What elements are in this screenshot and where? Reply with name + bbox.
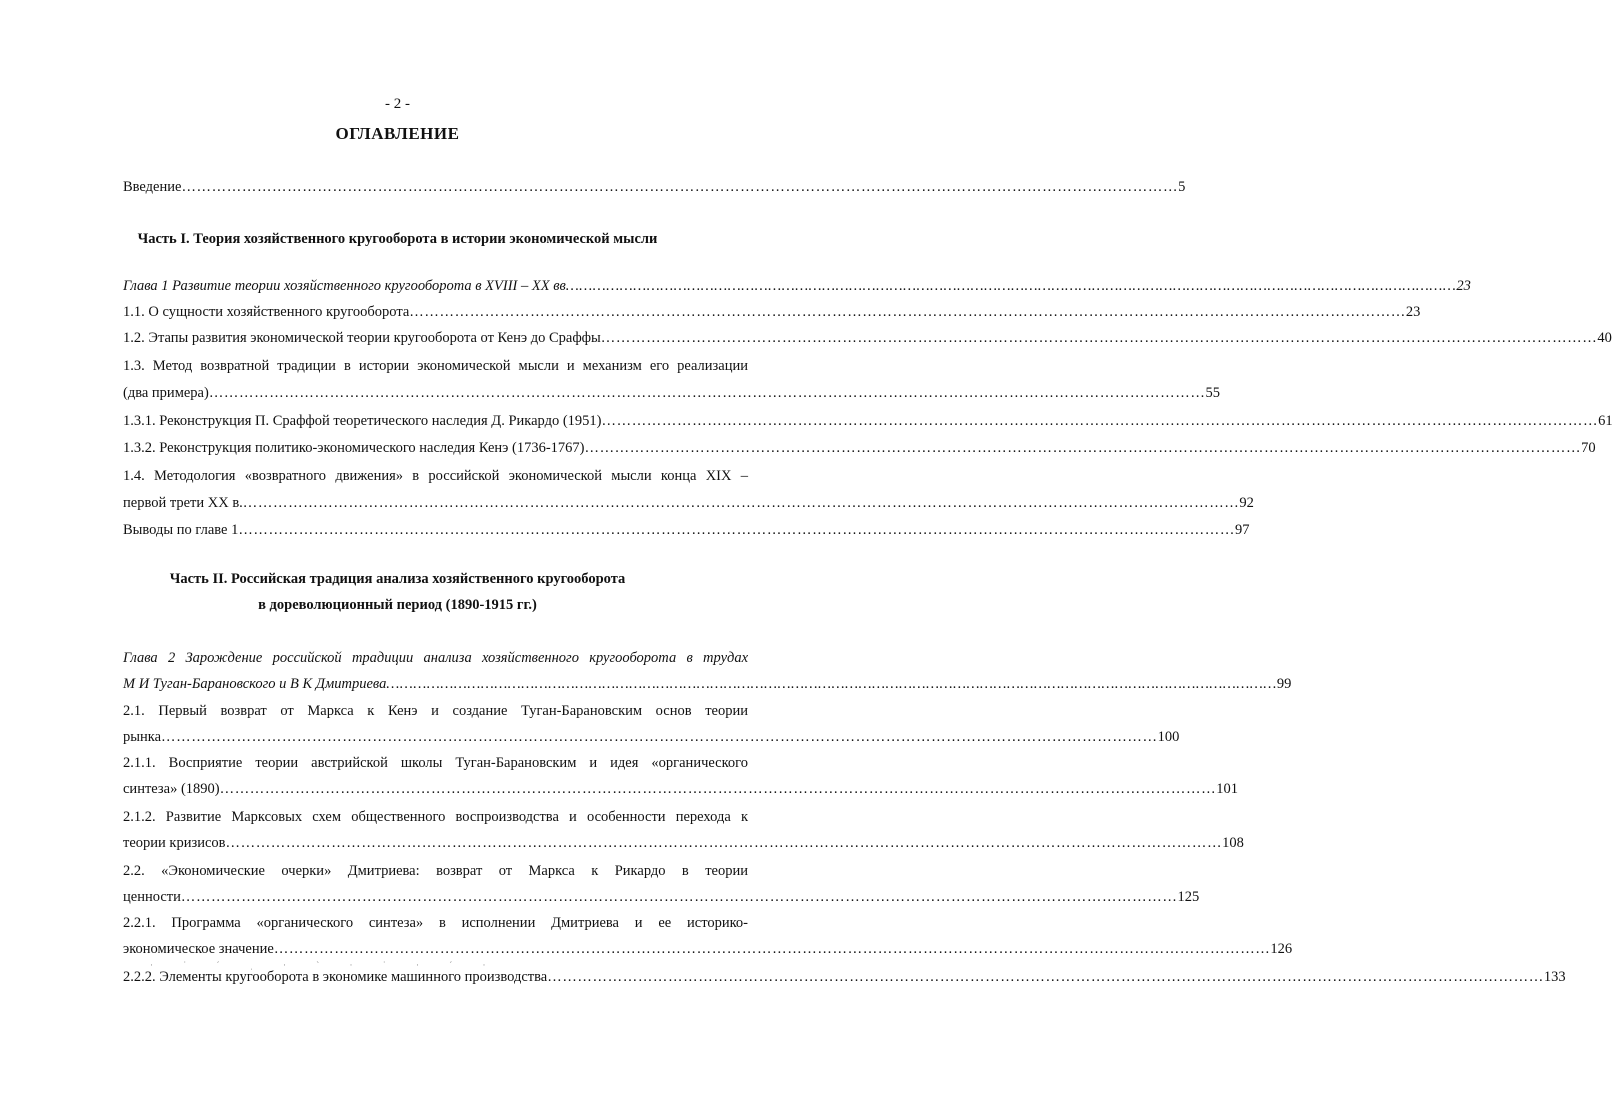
- toc-entry[interactable]: [123, 301, 1421, 323]
- toc-entry-line1[interactable]: [123, 465, 748, 487]
- toc-leader: [181, 176, 1178, 198]
- toc-entry-page: 23: [1405, 304, 1421, 320]
- toc-entry-text: синтеза» (1890): [123, 781, 220, 797]
- toc-leader: [274, 938, 1271, 960]
- part-2-heading-sub: в дореволюционный период (1890-1915 гг.): [258, 597, 537, 613]
- toc-entry-page: 99: [1276, 676, 1292, 692]
- toc-entry-text: 2.2.2. Элементы кругооборота в экономике машинного производства: [123, 969, 548, 985]
- toc-entry-text: 1.2. Этапы развития экономической теории кругооборота от Кенэ до Сраффы: [123, 330, 601, 346]
- toc-entry[interactable]: [123, 437, 1596, 459]
- toc-leader: [181, 886, 1178, 908]
- toc-entry-text: 2.2. «Экономические очерки» Дмитриева: возврат от Маркса к Рикардо в теории: [123, 863, 748, 879]
- toc-leader: [602, 410, 1599, 432]
- toc-entry-text: 2.1.2. Развитие Марксовых схем общественного воспроизводства и особенности перехода к: [123, 809, 748, 825]
- toc-entry-page: 133: [1543, 969, 1566, 985]
- toc-leader: [220, 778, 1217, 800]
- toc-entry-page: 126: [1270, 941, 1293, 957]
- toc-entry-text: 1.4. Методология «возвратного движения» в российской экономической мысли конца XIX –: [123, 468, 748, 484]
- toc-leader: [209, 382, 1206, 404]
- toc-entry-line2[interactable]: [123, 382, 1220, 404]
- toc-entry-intro[interactable]: [123, 176, 1186, 198]
- toc-entry-line1[interactable]: [123, 806, 748, 828]
- toc-chapter-2-line1[interactable]: [123, 647, 748, 669]
- part-2-heading: Часть II. Российская традиция анализа хозяйственного кругооборота: [169, 571, 626, 587]
- toc-entry-text: М И Туган-Барановского и В К Дмитриева: [123, 676, 387, 692]
- toc-entry-text: 2.1.1. Восприятие теории австрийской школы Туган-Барановским и идея «органического: [123, 755, 748, 771]
- page-number: - 2 -: [385, 96, 410, 112]
- toc-entry-page: 55: [1205, 385, 1220, 401]
- toc-entry-page: 97: [1234, 522, 1250, 538]
- toc-leader: [547, 966, 1544, 988]
- toc-leader: [226, 832, 1223, 854]
- toc-entry-page: 70: [1581, 440, 1596, 456]
- toc-entry-text: (два примера): [123, 385, 209, 401]
- toc-entry-page: 101: [1216, 781, 1238, 797]
- toc-entry-line1[interactable]: [123, 860, 748, 882]
- toc-leader: [238, 519, 1235, 541]
- toc-entry-text: Выводы по главе 1: [123, 522, 239, 538]
- toc-chapter-1[interactable]: [123, 275, 1471, 297]
- toc-leader: [566, 275, 1457, 297]
- toc-leader: [409, 301, 1406, 323]
- toc-entry-text: 2.2.1. Программа «органического синтеза» в исполнении Дмитриева и ее историко-: [123, 915, 748, 931]
- toc-entry-text: теории кризисов: [123, 835, 226, 851]
- toc-entry-text: 1.3.2. Реконструкция политико-экономического наследия Кенэ (1736-1767): [123, 440, 585, 456]
- toc-entry-line1[interactable]: [123, 752, 748, 774]
- toc-entry-text: рынка: [123, 729, 162, 745]
- toc-entry-line2[interactable]: [123, 832, 1244, 854]
- toc-entry-line2[interactable]: [123, 886, 1200, 908]
- toc-entry-text: первой трети XX в.: [123, 495, 243, 511]
- toc-entry-page: 100: [1157, 729, 1180, 745]
- toc-leader: [161, 726, 1158, 748]
- toc-entry-text: Глава 1 Развитие теории хозяйственного кругооборота в XVIII – XX вв: [123, 278, 566, 294]
- toc-entry-text: Введение: [123, 179, 182, 195]
- toc-entry-text: 1.3.1. Реконструкция П. Сраффой теоретического наследия Д. Рикардо (1951): [123, 413, 602, 429]
- toc-leader: [601, 327, 1598, 349]
- toc-entry-text: 1.3. Метод возвратной традиции в истории экономической мысли и механизм его реализации: [123, 358, 748, 374]
- toc-entry-page: 5: [1178, 179, 1186, 195]
- toc-leader: [243, 492, 1240, 514]
- toc-entry-line2[interactable]: [123, 492, 1254, 514]
- toc-entry-line2[interactable]: [123, 778, 1238, 800]
- toc-entry-page: 61: [1598, 413, 1613, 429]
- toc-entry-text: экономическое значение: [123, 941, 274, 957]
- toc-chapter-2-line2[interactable]: [123, 673, 1292, 695]
- toc-entry-page: 23: [1456, 278, 1471, 294]
- page-title: ОГЛАВЛЕНИЕ: [335, 124, 460, 143]
- toc-entry-line2[interactable]: [123, 938, 1293, 960]
- toc-entry-line1[interactable]: [123, 912, 748, 934]
- toc-leader: [386, 673, 1277, 695]
- toc-leader: [584, 437, 1581, 459]
- toc-entry-text: Глава 2 Зарождение российской традиции анализа хозяйственного кругооборота в трудах: [123, 650, 748, 666]
- toc-entry[interactable]: [123, 327, 1612, 349]
- toc-entry-page: 92: [1239, 495, 1254, 511]
- toc-entry[interactable]: [123, 410, 1613, 432]
- toc-entry-line1[interactable]: [123, 355, 748, 377]
- toc-entry[interactable]: [123, 966, 1566, 988]
- toc-entry-text: 2.1. Первый возврат от Маркса к Кенэ и создание Туган-Барановским основ теории: [123, 703, 748, 719]
- toc-entry-line2[interactable]: [123, 726, 1180, 748]
- scan-noise: · ˙ ´ ˌ · ˋ · ˙ · ´ ·: [150, 960, 500, 970]
- toc-entry-line1[interactable]: [123, 700, 748, 722]
- toc-entry-page: 40: [1597, 330, 1612, 346]
- toc-entry-page: 125: [1177, 889, 1200, 905]
- toc-entry-text: ценности: [123, 889, 181, 905]
- toc-entry-text: 1.1. О сущности хозяйственного кругооборота: [123, 304, 410, 320]
- toc-entry-page: 108: [1222, 835, 1244, 851]
- toc-entry[interactable]: [123, 519, 1250, 541]
- part-1-heading: Часть I. Теория хозяйственного кругооборота в истории экономической мысли: [137, 231, 658, 247]
